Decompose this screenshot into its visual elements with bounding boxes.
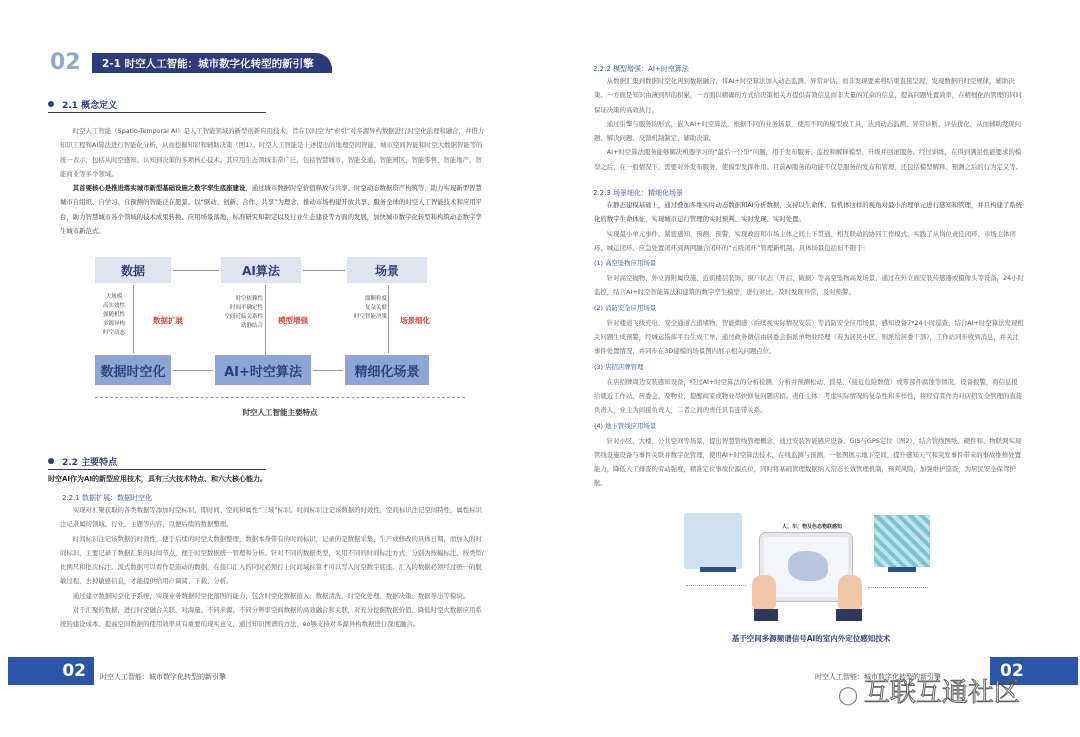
scene-list: 细颗粒度 复杂关联 时空智能决策 [353,296,387,320]
map-label-bar [700,567,736,572]
diagram-box-scene: 场景 [347,257,427,283]
paragraph: AI+时空算法服务能够解决机器学习的“最后一公里”问题，用于发布服务、监控和解释模型、升级并回滚服务。经过训练，在得到满足性能要求的模型之后，在一般情况下，需要对外发布服务，使模型发挥作用。目前AI服务的功能不仅是服务的发布和管理，还包括模型解释、预测之后的行为定义等。 [594,148,1023,171]
arrow-icon [388,285,389,353]
data-list: 大规模 高实效性 强随机性 多源异构 时空动态 [102,294,125,336]
footer-title: 时空人工智能：城市数字化转型的新引擎 [815,673,941,681]
footer-page-badge: 02 [990,657,1078,685]
arrow-icon [303,270,345,271]
diagram-caption: 时空人工智能主要特点 [242,408,318,417]
heading-text: 2.1 概念定义 [62,101,118,111]
paragraph: 从数据汇集到数据时空化再到数据融合，将AI+时空算法加入动态监测、异常评估，而非发现要素将结果直接呈现，发现数据的时空规律，辅助决策。一方面是知识由薄到厚的积累，一方面以精确的方式给决策相关方提供有效信息而非大量的冗余的信息，提高问题处置效率，在精细化的管理的同时保证决策的高效执行。 [594,77,1023,114]
bullet-icon [48,458,54,464]
footer-page-badge: 02 [8,657,94,685]
diagram-box-data-st: 数据时空化 [95,355,171,385]
map-thumbnail [684,513,742,569]
arrow-icon [173,270,219,271]
section-2-2-3-body [594,198,1024,491]
section-2-2-2-body [594,74,1024,174]
scene-title: (1) 高空坠物应用场景 [594,259,657,268]
heading-text: 2.2 主要特点 [62,458,118,468]
arrow-icon [133,285,134,353]
footer-title: 时空人工智能：城市数字化转型的新引擎 [100,673,226,681]
divider [48,469,266,470]
watermark [838,672,1020,709]
paragraph: 通过引擎与服务的形式，嵌入AI+时空算法，根据不同的业务场景，使用不同的模型或工具，达到动态监测、异常诊断、评估优化，从而辅助发现问题、解决问题、反馈机制制定、辅助决策。 [594,119,1022,143]
heading-2-1 [48,98,117,111]
paragraph: 时间标识注记该数据的时效性，便于后续的时空大数据整理，数据本身带有的时间标识，记录的是数据采集、生产或修改的具体日期，而加入的时间标识，主要记录了数据汇集的时间节点，便于时空数据统一管理和分析。针对不同的数据类型，采用不同的时间标注方式，分别为按幅标注、按类型/比例尺和批次标注。流式数据可以看作是流动的数据，在接口汇入的同时必须打上时间域标签才可以写入时空数字底座。汇入的数据必须经过统一的脱敏过程，去掉敏感信息，才能提供给用户调阅、下载、分析。 [60,534,484,586]
paragraph: 通过建立数据时空化子系统，实现业务数据时空化落图的能力，包含时空化数据接入、数据清洗、时空化处理、数据决策、数据导出等模块。 [72,591,470,600]
diagram-box-fine-scene: 精细化场景 [345,355,429,385]
divider [95,397,465,398]
label-model-enhance: 模型增强 [278,316,308,325]
section-2-2-1-body [60,503,488,632]
diagram-box-data: 数据 [95,257,171,283]
paragraph: 在静态建模基础上，通过叠加多维实时动态数据和AI分析数据，支持以生命体、有机体这样的视角对最小治理单元进行感知和管理，并且构建了系统化的数字生命体征，实现城市运行管理的实时预判、实时发现、实时处置。 [594,201,1023,224]
people-label-bar [888,567,916,572]
label-data-expansion: 数据扩展 [153,316,183,325]
paragraph: 对于汇聚的数据，进行时空融合关联，对海量、不同来源、不同分辨率空间数据的高效融合和关联，对充分挖掘数据价值、降低时空大数据应用系统的建设成本、提高空间数据的使用效率具有重要的现实意义，通过知识图谱的方法，во够支持对多源异构数据进行深度融合。 [60,606,482,629]
bullet-icon [48,101,54,107]
paragraph: 在店招牌周边安装感知设备，经过AI+时空算法的分析检测，分析并预测松动、摇晃、（接近危险数值）或零部件腐蚀等情况，设备报警，将信息报给就近工作站、居委会、及物业，提醒商家或物业尽快修复问题店招。责任主体：考虑实际情况的复杂性和多样性，将经营者作为对店招安全管理的直接负责人，业主为间接负责人，二者之间的责任具有连带关系。 [594,377,1023,415]
paragraph: 针对小区、大楼、公共空间等场景，提出智慧管线管理概念，通过安装智能感应设备、GIS与GPS定位（图2），结合管线图纸、硬件和、物联网实现管线设施设备与事件关联并数字化管理，使用AI+时空算法技术，在线监测与预测，一张图展示地下空间，提升感知天气和突发事件带来的事故维修处置能力，降低人工排查的劳动强度，精准定位事故位源点位，同时将基础管理数据纳入常态长效管理机制，预判风险，加强维护巡查，为居民安全保驾护航。 [594,436,1022,488]
section-banner: 2-1 时空人工智能：城市数字化转型的新引擎 [92,53,332,73]
figure-caption: 基于空间多源频谱信号AI的室内外定位感知技术 [731,634,891,643]
arrow-icon [313,370,343,371]
heading-2-2-1: 2.2.1 数据扩展：数据时空化 [62,494,153,502]
arrow-icon [173,370,213,371]
divider [48,112,266,113]
china-map-icon [788,551,828,581]
wechat-icon: ◯ [838,685,864,706]
paragraph: 其首要核心是推进落实城市新型基础设施之数字孪生底座建设，通过城市数据时空价值释放与共享、时空动态数据资产构筑等，助力实现新型智慧城市自组织、自学习、自预测的智能泛在愿景。以“驱动、创新、合作、共享”为理念，推动市场构建开放共享、服务全球的时空人工智能技术和应用平台，助力智慧城市各个领域的技术成果转换、应用场景落地、标准研究和制定以及行业生态建设等方面的发展，加快城市数字化转型和构筑动态数字孪生城市新范式。 [60,184,483,236]
map-notes [686,585,746,611]
scene-title: (2) 消防安全应用场景 [594,303,657,312]
bold-lead: 其首要核心是推进落实城市新型基础设施之数字孪生底座建设 [72,184,246,193]
paragraph: 实现最小单元事件、紧密感知、预测、预警，实现政府和市场主体之间上下贯通、相互联动的协同工作模式，实践了从岗位责任闭环、市场主体闭环、城运闭环、应急处置闭环到两网融合闭环的“五级闭环”管理新机制，具体场景包括但不限于： [594,229,1016,252]
algo-list: 时空依赖性 时间不确定性 空间近临关系性 动静结合 [224,296,263,329]
chapter-number: 02 [50,50,81,75]
hand-right-icon [838,575,862,609]
arrow-icon [265,285,266,355]
features-diagram [95,255,467,425]
heading-2-2-2: 2.2.2 模型增强：AI+时空算法 [593,65,689,73]
section-2-1-body [60,124,488,238]
scene-title: (4) 地下管线应用场景 [594,421,657,430]
section-2-2-lead: 时空AI作为AI的新型应用技术，具有三大技术特点、和六大核心能力。 [48,475,268,483]
diagram-box-ai: AI算法 [221,257,301,283]
heading-2-2-3: 2.2.3 场景细化：精细化场景 [593,189,684,197]
positioning-figure [682,505,940,645]
sleeve-left [754,609,778,621]
label-scene-refine: 场景细化 [400,316,430,325]
heading-2-2 [48,455,117,468]
hand-left-icon [752,575,776,609]
paragraph: 针对高空抛物、外立面附属设施、近街楼层装饰、窗户状态（开启、破损）等高空坠物高发场景，通过在外立面安装传感器或摄像头等设备，24小时监控，结合AI+时空智能算法和建筑的数字孪生模型，进行对比，及时发现异常，及时预警。 [594,274,1024,297]
paragraph: 时空人工智能（Spatio-Temporal AI）是人工智能领域的新型创新应用技术，旨在以时空为“索引”对多源异构数据进行时空化治理和融合，并借力知识工程和AI算法进行智能化分析，从而挖掘知识和辅助决策（图1）。时空人工智能是上述提出的地理空间智能、城市空间智能和时空大数据智能等的统一表示，包括从时空感知、认知到决策的多项核心技术。其应用生态领域非常广泛，包括智慧城市、智能交通、智能园区、智能零售、智能地产、智能商业等多个领域。 [60,127,485,178]
figure-title: 人、车、物及色态物联感知 [781,524,842,530]
diagram-box-ai-st: AI+时空算法 [215,355,311,385]
people-hands-thumbnail [874,515,930,567]
watermark-text: 互联互通社区 [863,678,1020,708]
sleeve-right [836,609,862,621]
paragraph: 实现对汇聚获取的各类数据等添加时空标识，即时间、空间和属性“三域”标识。时间标识注记该数据的时效性，空间标识注记空间特性，属性标识注记隶属的领域、行业、主题等内容，以便后续的数据整理。 [60,506,483,529]
paragraph: 针对楼道飞线充电、安全通道占道堵物、智能烟感（后续视实际情况安装）等消防安全应用场景，感知设备7*24小时巡查，结合AI+时空算法发现相关问题生成预警，经城运指挥平台生成工单，通过政务微信由居委会指派单物业经理（若为居民小区，则派给居委干部），工作站同步收到消息，并关注事件处置情况，并同步在3D建模的场景图内展示相关问题点位。 [594,318,1024,356]
people-notes [868,587,928,605]
scene-title: (3) 店招店牌管理 [594,362,644,371]
